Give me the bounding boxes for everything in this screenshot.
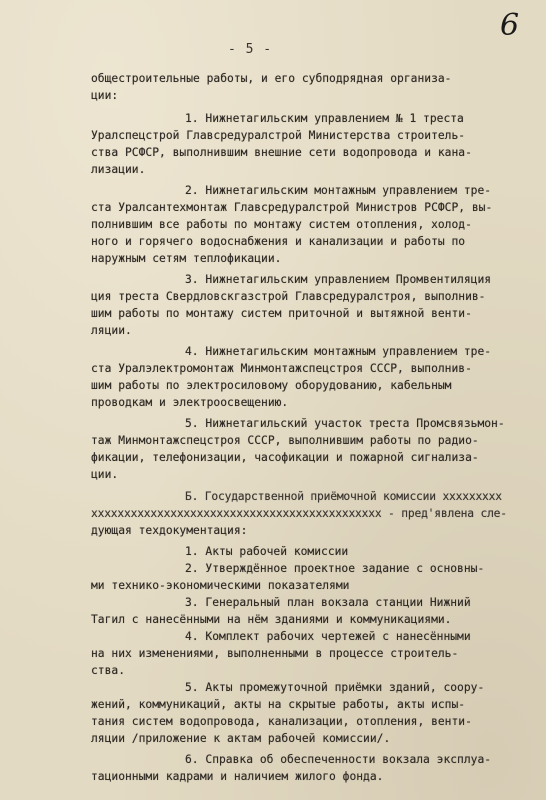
handwritten-page-number: 6 xyxy=(500,8,520,43)
text-line: таж Минмонтажспецстроя СССР, выполнившим работы по радио- xyxy=(91,434,479,448)
text-line: тания систем водопровода, канализации, отопления, венти- xyxy=(91,714,472,728)
text-line: 4. Комплект рабочих чертежей с нанесёнными xyxy=(185,629,471,643)
text-line: 2. Утверждённое проектное задание с основны- xyxy=(185,562,485,576)
text-line: 3. Нижнетагильским управлением Промвентиляция xyxy=(185,272,492,286)
text-line: ми технико-экономическими показателями xyxy=(91,578,350,592)
text-line: полнившим все работы по монтажу систем отопления, холод- xyxy=(91,218,472,232)
text-line: наружным сетям теплофикации. xyxy=(91,252,282,266)
text-line: 1. Акты рабочей комиссии xyxy=(185,545,349,559)
text-line: шим работы по монтажу систем приточной и вытяжной венти- xyxy=(91,306,472,320)
text-line: xxxxxxxxxxxxxxxxxxxxxxxxxxxxxxxxxxxxxxxxxxxx - пред'явлена сле- xyxy=(91,506,507,520)
text-line: Тагил с нанесёнными на нём зданиями и коммуникациями. xyxy=(91,612,452,626)
text-line: проводкам и электроосвещению. xyxy=(91,396,289,409)
text-line: 6. Справка об обеспеченности вокзала эксплуа- xyxy=(185,753,492,767)
text-line: 2. Нижнетагильским монтажным управлением тре- xyxy=(185,184,492,198)
text-line: тационными кадрами и наличием жилого фонда. xyxy=(91,770,384,783)
text-line: ции. xyxy=(91,468,119,482)
text-line: шим работы по электросиловому оборудованию, кабельным xyxy=(91,379,452,393)
text-line: ства РСФСР, выполнившим внешние сети водопровода и кана- xyxy=(91,146,472,160)
text-line: 5. Акты промежуточной приёмки зданий, соору- xyxy=(185,680,485,694)
text-line: дующая техдокументация: xyxy=(91,523,248,537)
text-line: ции: xyxy=(91,88,119,102)
text-line: 3. Генеральный план вокзала станции Нижний xyxy=(185,595,471,609)
text-line: жений, коммуникаций, акты на скрытые работы, акты испы- xyxy=(91,697,466,711)
text-line: фикации, телефонизации, часофикации и пожарной сигнализа- xyxy=(91,451,479,465)
text-line: ста Уралэлектромонтаж Минмонтажспецстроя СССР, выполнив- xyxy=(91,362,472,376)
text-line: ста Уралсантехмонтаж Главсредуралстрой Министров РСФСР, вы- xyxy=(91,201,493,215)
text-line: лизации. xyxy=(91,163,146,177)
text-line: ства. xyxy=(91,663,126,677)
typed-page-number: - 5 - xyxy=(228,42,273,57)
text-line: 4. Нижнетагильским монтажным управлением тре- xyxy=(185,345,492,359)
text-line: Б. Государственной приёмочной комиссии xxxxxxxxx xyxy=(185,489,502,503)
text-line: 1. Нижнетагильским управлением № 1 треста xyxy=(185,112,464,126)
text-line: 5. Нижнетагильский участок треста Промсвязьмон- xyxy=(185,417,505,431)
text-line: ляции. xyxy=(91,323,132,337)
text-line: общестроительные работы, и его субподрядная организа- xyxy=(91,72,452,85)
text-line: ция треста Свердловскгазстрой Главсредуралстроя, выполнив- xyxy=(91,289,486,303)
text-line: на них изменениями, выполненными в процессе строитель- xyxy=(91,646,459,660)
text-line: Уралспецстрой Главсредуралстрой Министерства строитель- xyxy=(91,129,466,143)
text-line: ного и горячего водоснабжения и канализации и работы по xyxy=(91,235,466,249)
text-line: ляции /приложение к актам рабочей комиссии/. xyxy=(91,731,391,745)
